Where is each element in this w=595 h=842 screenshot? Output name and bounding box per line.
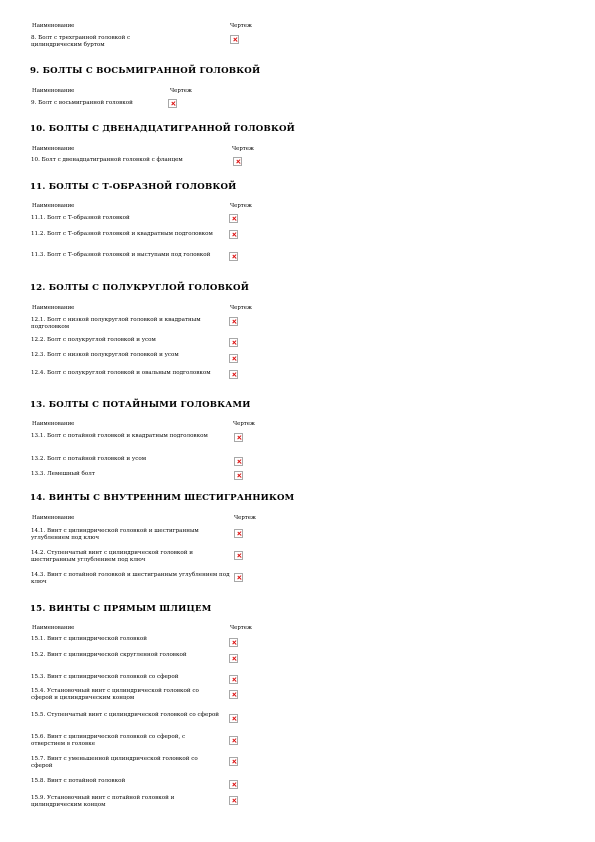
item-label: 15.8. Винт с потайной головкой [31, 778, 126, 784]
column-header-drawing: Чертеж [230, 203, 252, 209]
broken-image-icon[interactable] [229, 757, 238, 766]
column-header-drawing: Чертеж [230, 305, 252, 311]
item-label: 15.9. Установочный винт с потайной головкой и цилиндрическим концом [31, 795, 175, 809]
column-header-name: Наименование [32, 625, 75, 631]
column-header-name: Наименование [32, 203, 75, 209]
broken-image-icon[interactable] [229, 638, 238, 647]
item-label: 9. Болт с восьмигранной головкой [31, 100, 133, 106]
broken-image-icon[interactable] [229, 736, 238, 745]
item-label: 15.4. Установочный винт с цилиндрической головкой со сферой и цилиндрическим концом [31, 688, 199, 702]
broken-image-icon[interactable] [234, 529, 243, 538]
item-label: 15.7. Винт с уменьшенной цилиндрической головкой со сферой [31, 756, 198, 770]
broken-image-icon[interactable] [229, 796, 238, 805]
broken-image-icon[interactable] [234, 433, 243, 442]
column-header-name: Наименование [32, 515, 75, 521]
broken-image-icon[interactable] [229, 354, 238, 363]
broken-image-icon[interactable] [234, 457, 243, 466]
broken-image-icon[interactable] [230, 35, 239, 44]
broken-image-icon[interactable] [229, 675, 238, 684]
item-label: 14.2. Ступенчатый винт с цилиндрической головкой и шестигранным углублением под ключ [31, 550, 193, 564]
broken-image-icon[interactable] [229, 780, 238, 789]
item-label: 14.1. Винт с цилиндрической головкой и шестигранным углублением под ключ [31, 528, 199, 542]
broken-image-icon[interactable] [229, 214, 238, 223]
broken-image-icon[interactable] [229, 317, 238, 326]
broken-image-icon[interactable] [229, 338, 238, 347]
item-label: 12.3. Болт с низкой полукруглой головкой и усом [31, 352, 179, 358]
broken-image-icon[interactable] [229, 714, 238, 723]
broken-image-icon[interactable] [229, 230, 238, 239]
broken-image-icon[interactable] [168, 99, 177, 108]
section-title: 14. ВИНТЫ С ВНУТРЕННИМ ШЕСТИГРАННИКОМ [30, 493, 295, 503]
item-label: 15.5. Ступенчатый винт с цилиндрической головкой со сферой [31, 712, 220, 718]
column-header-name: Наименование [32, 146, 75, 152]
item-label: 15.3. Винт с цилиндрической головкой со сферой [31, 674, 179, 680]
item-label: 14.3. Винт с потайной головкой и шестигранным углублением под ключ [31, 572, 230, 586]
column-header-drawing: Чертеж [233, 421, 255, 427]
broken-image-icon[interactable] [229, 370, 238, 379]
item-label: 12.4. Болт с полукруглой головкой и овальным подголовком [31, 370, 211, 376]
broken-image-icon[interactable] [234, 551, 243, 560]
column-header-drawing: Чертеж [230, 23, 252, 29]
item-label: 11.1. Болт с Т-образной головкой [31, 215, 130, 221]
item-label: 12.1. Болт с низкой полукруглой головкой и квадратным подголовком [31, 317, 201, 331]
column-header-name: Наименование [32, 23, 75, 29]
column-header-name: Наименование [32, 421, 75, 427]
item-label: 13.3. Лемешный болт [31, 471, 95, 477]
item-label: 15.1. Винт с цилиндрической головкой [31, 636, 147, 642]
section-title: 15. ВИНТЫ С ПРЯМЫМ ШЛИЦЕМ [30, 604, 212, 614]
item-label: 15.6. Винт с цилиндрической головкой со сферой, с отверстием в головке [31, 734, 186, 748]
column-header-drawing: Чертеж [232, 146, 254, 152]
broken-image-icon[interactable] [234, 573, 243, 582]
section-title: 11. БОЛТЫ С Т-ОБРАЗНОЙ ГОЛОВКОЙ [30, 182, 237, 192]
item-label: 13.2. Болт с потайной головкой и усом [31, 456, 147, 462]
item-label: 11.3. Болт с Т-образной головкой и выступами под головкой [31, 252, 211, 258]
item-label: 13.1. Болт с потайной головкой и квадратным подголовком [31, 433, 208, 439]
section-title: 13. БОЛТЫ С ПОТАЙНЫМИ ГОЛОВКАМИ [30, 400, 251, 410]
item-label: 15.2. Винт с цилиндрической скругленной головкой [31, 652, 187, 658]
column-header-drawing: Чертеж [230, 625, 252, 631]
column-header-name: Наименование [32, 88, 75, 94]
broken-image-icon[interactable] [229, 690, 238, 699]
item-label: 11.2. Болт с Т-образной головкой и квадратным подголовком [31, 231, 213, 237]
column-header-drawing: Чертеж [234, 515, 256, 521]
section-title: 10. БОЛТЫ С ДВЕНАДЦАТИГРАННОЙ ГОЛОВКОЙ [30, 124, 295, 134]
section-title: 9. БОЛТЫ С ВОСЬМИГРАННОЙ ГОЛОВКОЙ [30, 66, 261, 76]
broken-image-icon[interactable] [234, 471, 243, 480]
item-label: 8. Болт с трехгранной головкой с цилиндрическим буртом [31, 35, 131, 49]
section-title: 12. БОЛТЫ С ПОЛУКРУГЛОЙ ГОЛОВКОЙ [30, 283, 250, 293]
item-label: 10. Болт с двенадцатигранной головкой с фланцем [31, 157, 183, 163]
broken-image-icon[interactable] [233, 157, 242, 166]
item-label: 12.2. Болт с полукруглой головкой и усом [31, 337, 156, 343]
broken-image-icon[interactable] [229, 654, 238, 663]
column-header-drawing: Чертеж [170, 88, 192, 94]
broken-image-icon[interactable] [229, 252, 238, 261]
column-header-name: Наименование [32, 305, 75, 311]
